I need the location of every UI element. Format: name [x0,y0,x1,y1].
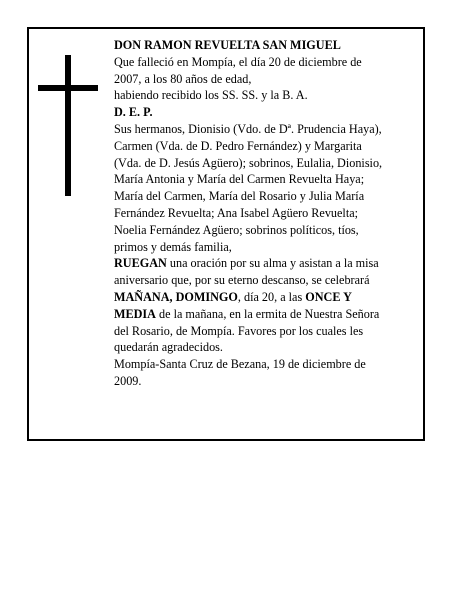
mass-time: MEDIA [114,306,156,321]
deceased-name: DON RAMON REVUELTA SAN MIGUEL [114,38,341,52]
family-line: María Antonia y María del Carmen Revuelta Haya; [114,172,365,187]
sacraments-line: habiendo recibido los SS. SS. y la B. A. [114,88,308,103]
family-line: Noelia Fernández Agüero; sobrinos políticos, tíos, [114,222,359,237]
family-line: María del Carmen, María del Rosario y Julia María [114,189,365,204]
place-date-line: Mompía-Santa Cruz de Bezana, 19 de diciembre de [114,357,366,372]
ruegan-word: RUEGAN [114,256,167,271]
cross-horizontal-bar [38,85,98,91]
mass-day: MAÑANA, DOMINGO [114,289,238,304]
family-line: Carmen (Vda. de D. Pedro Fernández) y Margarita [114,138,362,153]
request-text: una oración por su alma y asistan a la misa [166,256,379,271]
place-date-line: 2009. [114,373,142,388]
family-line: Sus hermanos, Dionisio (Vdo. de Dª. Prudencia Haya), [114,121,382,136]
death-line: Que falleció en Mompía, el día 20 de diciembre de [114,54,362,69]
request-text: , día 20, a las [237,289,306,304]
request-line: del Rosario, de Mompía. Favores por los cuales les [114,323,364,338]
rip-line: D. E. P. [114,105,153,120]
family-line: primos y demás familia, [114,239,232,254]
request-text: de la mañana, en la ermita de Nuestra Señora [155,306,380,321]
request-line [114,255,414,272]
obituary-text [114,37,414,390]
family-line: Fernández Revuelta; Ana Isabel Agüero Revuelta; [114,205,359,220]
cross-vertical-bar [65,55,71,196]
family-line: (Vda. de D. Jesús Agüero); sobrinos, Eulalia, Dionisio, [114,155,383,170]
death-line: 2007, a los 80 años de edad, [114,71,252,86]
mass-time: ONCE Y [305,289,352,304]
request-line: aniversario que, por su eterno descanso, se celebrará [114,273,370,288]
request-line [114,289,414,306]
request-line [114,306,414,323]
request-line: quedarán agradecidos. [114,340,223,355]
